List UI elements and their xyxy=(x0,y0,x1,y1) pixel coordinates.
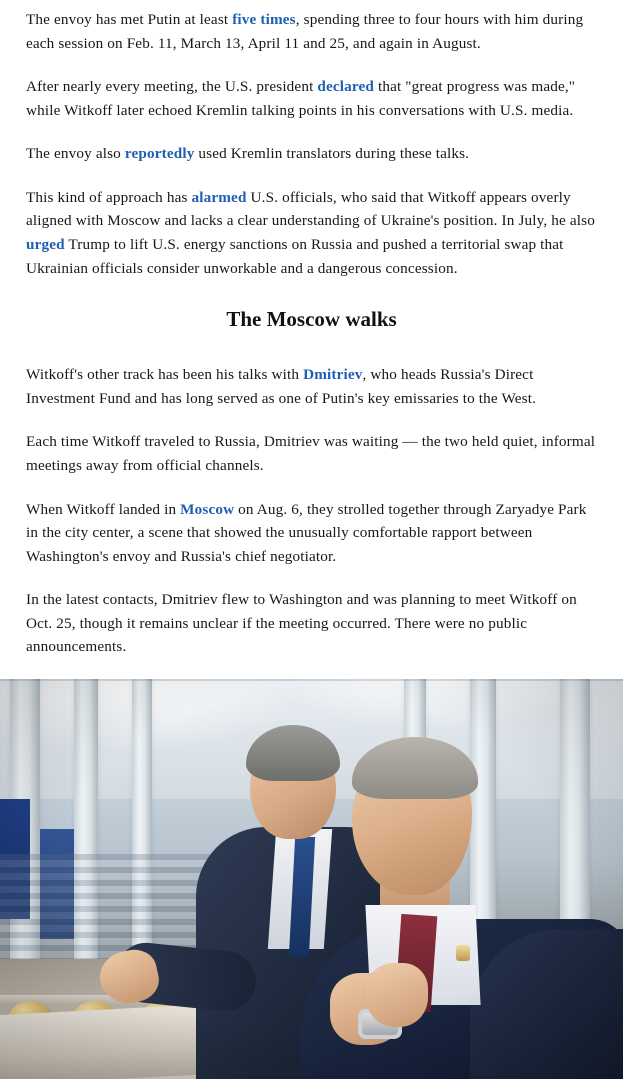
inline-link[interactable]: alarmed xyxy=(191,188,247,206)
paragraph: This kind of approach has alarmed U.S. officials, who said that Witkoff appears overly aligned with Moscow and lacks a clear understanding of Ukraine's position. In July, he also urged Trump to lift U.S. energy sanctions on Russia and pushed a territorial swap that Ukrainian officials consider unworkable and a dangerous concession. xyxy=(26,188,595,277)
inline-link[interactable]: urged xyxy=(26,235,65,253)
section-heading: The Moscow walks xyxy=(226,307,397,332)
inline-link[interactable]: Moscow xyxy=(180,500,235,518)
article-photo xyxy=(0,679,623,1079)
paragraph: After nearly every meeting, the U.S. president declared that "great progress was made," while Witkoff later echoed Kremlin talking points in his conversations with U.S. media. xyxy=(26,78,576,119)
paragraph-group-before-heading xyxy=(26,0,597,280)
paragraph: The envoy has met Putin at least five times, spending three to four hours with him during each session on Feb. 11, March 13, April 11 and 25, and again in August. xyxy=(26,11,584,52)
paragraph: When Witkoff landed in Moscow on Aug. 6, they strolled together through Zaryadye Park in the city center, a scene that showed the unusually comfortable rapport between Washington's envoy and Russia's chief negotiator. xyxy=(26,500,587,565)
inline-link[interactable]: reportedly xyxy=(124,145,195,163)
inline-link[interactable]: Dmitriev xyxy=(303,366,363,384)
inline-link[interactable]: declared xyxy=(317,78,375,96)
paragraph-group-after-heading xyxy=(26,355,597,659)
paragraph: In the latest contacts, Dmitriev flew to Washington and was planning to meet Witkoff on Oct. 25, though it remains unclear if the meeting occurred. There were no public announcements. xyxy=(26,591,577,656)
paragraph: Each time Witkoff traveled to Russia, Dmitriev was waiting — the two held quiet, informal meetings away from official channels. xyxy=(26,433,596,475)
photo-scene xyxy=(0,679,623,1079)
photo-top-edge xyxy=(0,679,623,681)
photo-vignette xyxy=(0,679,623,1079)
inline-link[interactable]: five times xyxy=(232,11,296,28)
paragraph: The envoy also reportedly used Kremlin translators during these talks. xyxy=(26,145,470,163)
paragraph: Witkoff's other track has been his talks with Dmitriev, who heads Russia's Direct Investment Fund and has long served as one of Putin's key emissaries to the West. xyxy=(26,366,537,407)
